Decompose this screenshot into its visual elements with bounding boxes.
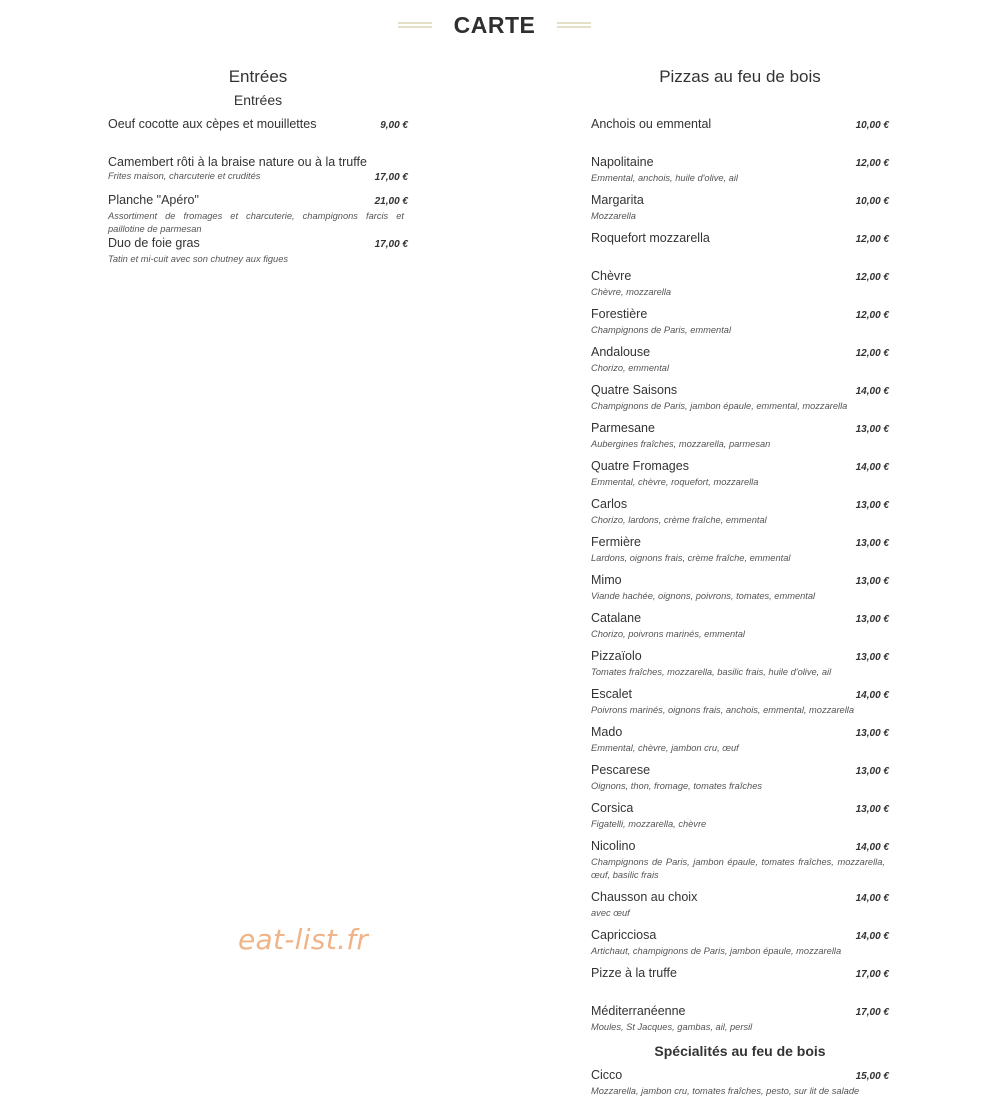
watermark-text: eat-list.fr — [238, 923, 369, 956]
menu-item-name: Carlos — [591, 497, 628, 511]
menu-item-name: Mado — [591, 725, 623, 739]
menu-item-price: 13,00 € — [855, 652, 889, 663]
section-title-pizzas: Pizzas au feu de bois — [659, 67, 821, 86]
menu-item-name: Parmesane — [591, 421, 655, 435]
menu-item-name: Camembert rôti à la braise nature ou à la truffe — [108, 155, 367, 169]
menu-item-name: Cicco — [591, 1068, 623, 1082]
menu-item-price: 13,00 € — [855, 500, 889, 511]
menu-item-price: 13,00 € — [855, 728, 889, 739]
menu-item-description: Champignons de Paris, jambon épaule, tomates fraîches, mozzarella, œuf, basilic frais — [591, 857, 885, 880]
menu-item-price: 12,00 € — [855, 158, 889, 169]
entrees-list — [108, 116, 408, 273]
menu-item-price: 21,00 € — [374, 196, 408, 207]
menu-item-price: 14,00 € — [855, 893, 889, 904]
menu-item-price: 15,00 € — [855, 1071, 889, 1082]
menu-item — [591, 192, 889, 230]
menu-item-description: Chèvre, mozzarella — [591, 287, 672, 297]
menu-item-name: Capricciosa — [591, 928, 657, 942]
subsection-title-specialites: Spécialités au feu de bois — [654, 1043, 826, 1059]
menu-item-description: Chorizo, emmental — [591, 363, 670, 373]
menu-item-price: 13,00 € — [855, 804, 889, 815]
menu-item-price: 13,00 € — [855, 424, 889, 435]
menu-item-name: Catalane — [591, 611, 642, 625]
menu-item-price: 14,00 € — [855, 462, 889, 473]
menu-item — [591, 1067, 889, 1105]
menu-item — [591, 572, 889, 610]
menu-item — [591, 496, 889, 534]
menu-item-price: 17,00 € — [374, 172, 408, 183]
header-ornament-right — [557, 22, 591, 28]
menu-item — [108, 235, 408, 273]
header-ornament-left — [398, 22, 432, 28]
menu-item-name: Escalet — [591, 687, 632, 701]
menu-item-name: Duo de foie gras — [108, 236, 200, 250]
menu-item-price: 13,00 € — [855, 576, 889, 587]
menu-item-price: 14,00 € — [855, 842, 889, 853]
menu-item — [591, 306, 889, 344]
menu-item-description: Tatin et mi-cuit avec son chutney aux figues — [108, 254, 289, 264]
menu-item-description: Chorizo, lardons, crème fraîche, emmental — [591, 515, 767, 525]
menu-item — [591, 116, 889, 154]
menu-item-name: Quatre Fromages — [591, 459, 689, 473]
menu-item-name: Quatre Saisons — [591, 383, 678, 397]
entrees-column — [108, 66, 408, 273]
menu-item — [108, 116, 408, 154]
menu-item-name: Mimo — [591, 573, 622, 587]
menu-item-name: Planche "Apéro" — [108, 193, 199, 207]
menu-item-name: Corsica — [591, 801, 634, 815]
section-spacer — [591, 90, 889, 116]
menu-item — [591, 762, 889, 800]
menu-item-name: Margarita — [591, 193, 644, 207]
menu-item-name: Oeuf cocotte aux cèpes et mouillettes — [108, 117, 317, 131]
menu-item-price: 12,00 € — [855, 310, 889, 321]
menu-item — [591, 724, 889, 762]
menu-item — [108, 192, 408, 235]
menu-item-price: 13,00 € — [855, 614, 889, 625]
menu-item-price: 10,00 € — [855, 120, 889, 131]
menu-item — [591, 648, 889, 686]
menu-item — [591, 686, 889, 724]
menu-item-description: Lardons, oignons frais, crème fraîche, emmental — [591, 553, 791, 563]
menu-item-price: 12,00 € — [855, 234, 889, 245]
menu-item-description: Artichaut, champignons de Paris, jambon épaule, mozzarella — [591, 946, 842, 956]
menu-item-name: Pescarese — [591, 763, 651, 777]
menu-item-description: Emmental, chèvre, roquefort, mozzarella — [591, 477, 759, 487]
menu-item-description: Champignons de Paris, jambon épaule, emmental, mozzarella — [591, 401, 848, 411]
menu-item — [591, 1003, 889, 1041]
menu-item-description: Champignons de Paris, emmental — [591, 325, 732, 335]
menu-item-description: Chorizo, poivrons marinés, emmental — [591, 629, 745, 639]
menu-item-name: Fermière — [591, 535, 642, 549]
menu-item-price: 13,00 € — [855, 538, 889, 549]
menu-item-name: Chèvre — [591, 269, 632, 283]
pizzas-list — [591, 116, 889, 1041]
menu-item — [591, 344, 889, 382]
menu-item-price: 17,00 € — [855, 969, 889, 980]
menu-item-name: Nicolino — [591, 839, 636, 853]
section-title-entrees: Entrées — [228, 67, 288, 86]
menu-item-price: 12,00 € — [855, 272, 889, 283]
menu-item-name: Pizzaïolo — [591, 649, 642, 663]
menu-item-price: 12,00 € — [855, 348, 889, 359]
menu-item-price: 14,00 € — [855, 386, 889, 397]
menu-item-description: Frites maison, charcuterie et crudités — [108, 171, 261, 181]
menu-item-description: Moules, St Jacques, gambas, ail, persil — [591, 1022, 753, 1032]
menu-item-price: 13,00 € — [855, 766, 889, 777]
menu-item-name: Chausson au choix — [591, 890, 698, 904]
page-header — [0, 8, 989, 42]
subsection-title-entrees: Entrées — [233, 92, 283, 108]
menu-item-description: Mozzarella, jambon cru, tomates fraîches, pesto, sur lit de salade — [591, 1086, 860, 1096]
menu-item — [591, 268, 889, 306]
menu-item — [108, 154, 408, 192]
pizzas-column — [591, 66, 889, 1105]
menu-item-price: 9,00 € — [380, 120, 408, 131]
menu-item — [591, 154, 889, 192]
menu-item-price: 14,00 € — [855, 690, 889, 701]
menu-item — [591, 838, 889, 889]
menu-item-name: Méditerranéenne — [591, 1004, 686, 1018]
menu-item-description: Viande hachée, oignons, poivrons, tomates, emmental — [591, 591, 816, 601]
menu-item-name: Forestière — [591, 307, 648, 321]
menu-item-description: Oignons, thon, fromage, tomates fraîches — [591, 781, 763, 791]
menu-item-price: 10,00 € — [855, 196, 889, 207]
menu-item — [591, 458, 889, 496]
menu-item-description: avec œuf — [591, 908, 630, 918]
menu-item — [591, 800, 889, 838]
menu-item-name: Roquefort mozzarella — [591, 231, 710, 245]
menu-item — [591, 420, 889, 458]
menu-item — [591, 889, 889, 927]
menu-item-description: Poivrons marinés, oignons frais, anchois, emmental, mozzarella — [591, 705, 855, 715]
menu-item — [591, 927, 889, 965]
menu-item-price: 17,00 € — [855, 1007, 889, 1018]
menu-item-price: 17,00 € — [374, 239, 408, 250]
menu-item — [591, 610, 889, 648]
menu-item-name: Napolitaine — [591, 155, 654, 169]
specialites-list — [591, 1067, 889, 1105]
menu-item-description: Mozzarella — [591, 211, 636, 221]
menu-item-name: Pizze à la truffe — [591, 966, 677, 980]
menu-item — [591, 382, 889, 420]
menu-item-description: Tomates fraîches, mozzarella, basilic frais, huile d'olive, ail — [591, 667, 832, 677]
menu-item-name: Anchois ou emmental — [591, 117, 712, 131]
menu-item-name: Andalouse — [591, 345, 651, 359]
menu-item-description: Emmental, anchois, huile d'olive, ail — [591, 173, 738, 183]
menu-item — [591, 230, 889, 268]
menu-item — [591, 965, 889, 1003]
menu-item-description: Assortiment de fromages et charcuterie, champignons farcis et paillotine de parmesan — [108, 211, 404, 234]
page-title: CARTE — [453, 11, 536, 38]
menu-item-description: Aubergines fraîches, mozzarella, parmesan — [591, 439, 771, 449]
menu-item-description: Figatelli, mozzarella, chèvre — [591, 819, 707, 829]
menu-item — [591, 534, 889, 572]
menu-item-price: 14,00 € — [855, 931, 889, 942]
menu-item-description: Emmental, chèvre, jambon cru, œuf — [591, 743, 739, 753]
